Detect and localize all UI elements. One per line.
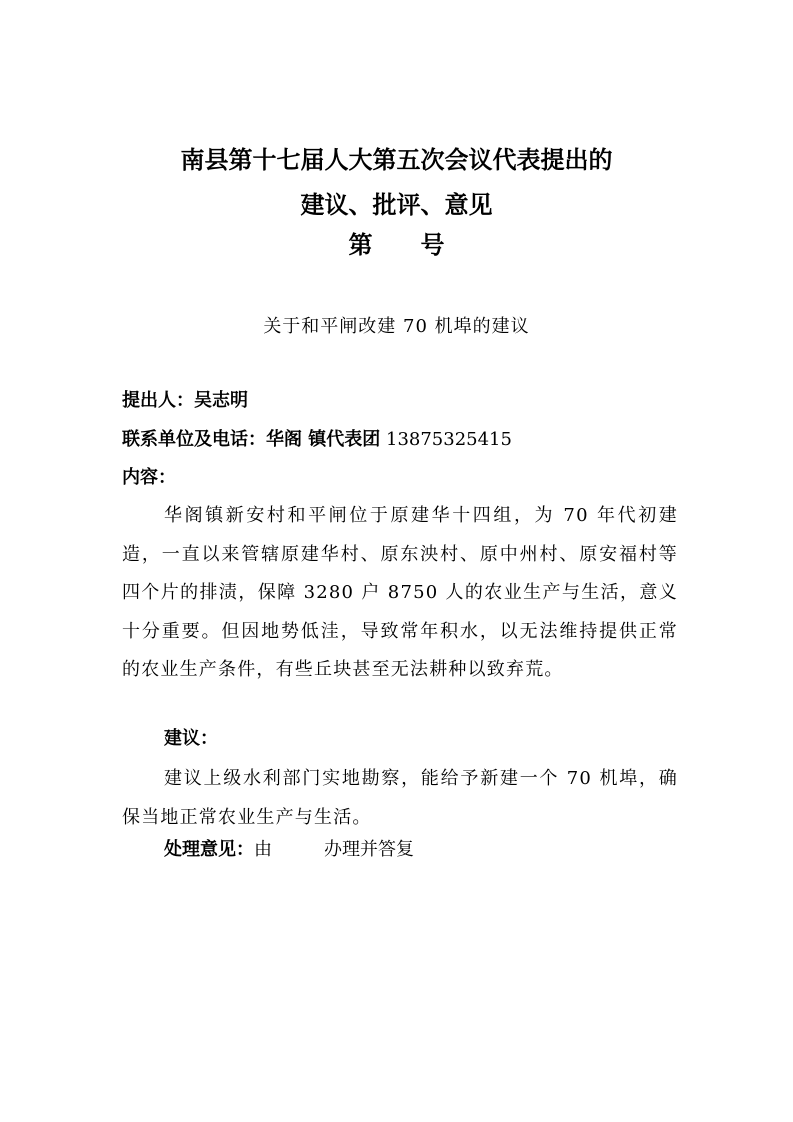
- proposer-row: [122, 389, 248, 413]
- document-number-prefix: 第: [348, 231, 373, 259]
- document-title-line-2: 建议、批评、意见: [300, 191, 493, 219]
- proposal-subject: 关于和平闸改建 70 机埠的建议: [263, 316, 530, 337]
- handling-prefix: 由: [254, 839, 272, 860]
- document-number-suffix: 号: [420, 231, 445, 259]
- handling-suffix: 办理并答复: [324, 839, 414, 860]
- contact-row: [122, 428, 512, 452]
- content-paragraph: 华阁镇新安村和平闸位于原建华十四组，为 70 年代初建造，一直以来管辖原建华村、原东泱村、原中州村、原安福村等四个片的排渍，保障 3280 户 8750 人的农业生产与生活，意义十分重要。但因地势低洼，导致常年积水，以无法维持提供正常的农业生产条件，有些丘块甚至无法耕种以致弃荒。: [122, 505, 678, 681]
- contact-phone: 13875325415: [380, 429, 512, 450]
- document-title-line-1: 南县第十七届人大第五次会议代表提出的: [180, 146, 613, 174]
- document-number-line: [0, 230, 793, 260]
- handling-row: [164, 838, 414, 862]
- content-label: 内容：: [122, 467, 176, 488]
- proposer-label: 提出人：: [122, 390, 194, 411]
- contact-label: 联系单位及电话：华阁 镇代表团: [122, 429, 381, 450]
- suggestion-label: 建议：: [164, 728, 218, 749]
- proposer-name: 吴志明: [194, 390, 248, 411]
- suggestion-paragraph: 建议上级水利部门实地勘察，能给予新建一个 70 机埠，确保当地正常农业生产与生活。: [122, 768, 678, 828]
- handling-label: 处理意见：: [164, 839, 254, 860]
- content-row: [122, 466, 176, 490]
